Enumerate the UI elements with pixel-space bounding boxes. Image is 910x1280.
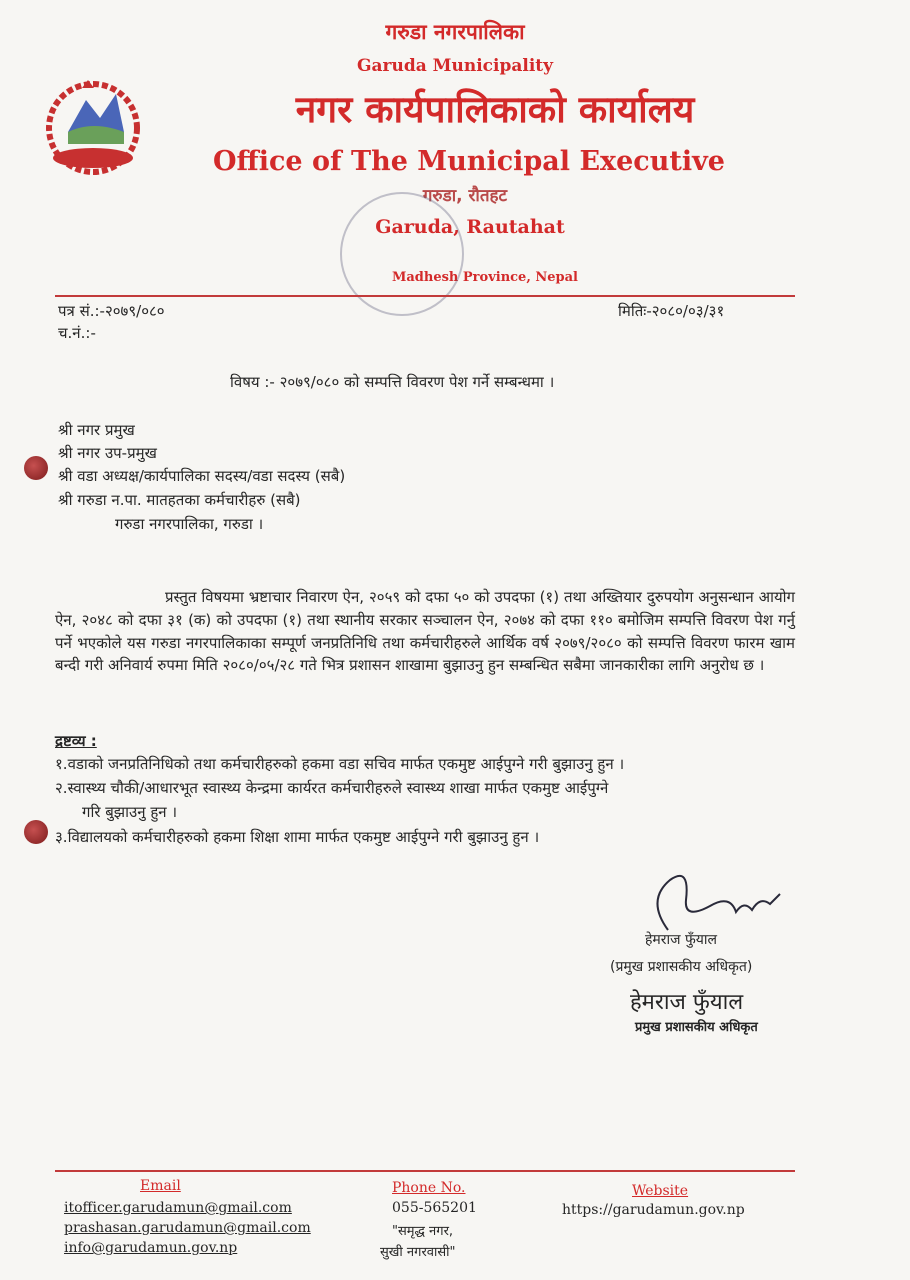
email-link[interactable]: prashasan.garudamun@gmail.com [64,1220,311,1236]
note-item: १.वडाको जनप्रतिनिधिको तथा कर्मचारीहरुको हकमा वडा सचिव मार्फत एकमुष्ट आईपुग्ने गरी बुझाउनु हुन । [55,755,625,773]
signatory-title: (प्रमुख प्रशासकीय अधिकृत) [610,959,753,975]
office-title-en: Office of The Municipal Executive [213,146,725,177]
recipient-item: श्री नगर प्रमुख [58,421,135,439]
letter-date: मितिः-२०८०/०३/३१ [618,302,725,320]
recipient-address: गरुडा नगरपालिका, गरुडा । [115,515,264,533]
province-line: Madhesh Province, Nepal [391,270,578,285]
recipient-item: श्री वडा अध्यक्ष/कार्यपालिका सदस्य/वडा सदस्य (सबै) [58,467,346,485]
header-divider [55,295,795,297]
slogan-line: "समृद्ध नगर, [392,1224,454,1239]
footer-divider [55,1170,795,1172]
punch-hole-mark [24,456,48,480]
notes-heading: द्रष्टव्य : [55,732,97,750]
municipality-name-np: गरुडा नगरपालिका [385,20,525,44]
recipient-item: श्री गरुडा न.पा. मातहतका कर्मचारीहरु (सबै) [58,491,301,509]
municipality-name-en: Garuda Municipality [356,56,554,76]
email-link[interactable]: info@garudamun.gov.np [64,1240,238,1256]
letter-body [55,586,795,677]
note-item: ३.विद्यालयको कर्मचारीहरुको हकमा शिक्षा शामा मार्फत एकमुष्ट आईपुग्ने गरी बुझाउनु हुन । [55,828,540,846]
name-stamp: हेमराज फुँयाल [630,990,744,1015]
website-label: Website [632,1183,689,1199]
website-link[interactable]: https://garudamun.gov.np [562,1202,745,1218]
phone-label: Phone No. [392,1180,466,1196]
punch-hole-mark [24,820,48,844]
email-link[interactable]: itofficer.garudamun@gmail.com [64,1200,292,1216]
subject-line: विषय :- २०७९/०८० को सम्पत्ति विवरण पेश गर्ने सम्बन्धमा । [230,373,555,391]
office-title-np: नगर कार्यपालिकाको कार्यालय [295,88,695,131]
address-en: Garuda, Rautahat [375,216,565,238]
note-item: गरि बुझाउनु हुन । [82,803,178,821]
signatory-name: हेमराज फुँयाल [645,932,718,948]
address-np: गरुडा, रौतहट [422,186,508,206]
title-stamp: प्रमुख प्रशासकीय अधिकृत [635,1020,758,1035]
reference-number: पत्र सं.:-२०७९/०८० [58,302,165,320]
phone-number: 055-565201 [392,1200,477,1216]
handwritten-signature [640,860,790,940]
recipient-item: श्री नगर उप-प्रमुख [58,444,157,462]
official-seal-stamp [340,192,464,316]
email-label: Email [140,1178,181,1194]
slogan-line: सुखी नगरवासी" [380,1245,456,1260]
dispatch-number: च.नं.:- [58,324,96,342]
letter-body-text: प्रस्तुत विषयमा भ्रष्टाचार निवारण ऐन, २०५९ को दफा ५० को उपदफा (१) तथा अख्तियार दुरुपयोग अनुसन्धान आयोग ऐन, २०४८ को दफा ३१ (क) को उपदफा (१) तथा स्थानीय सरकार सञ्चालन ऐन, २०७४ को दफा ११० बमोजिम सम्पत्ति विवरण पेश गर्नु पर्ने भएकोले यस गरुडा नगरपालिकाका सम्पूर्ण जनप्रतिनिधि तथा कर्मचारीहरुले आर्थिक वर्ष २०७९/२०८० को सम्पत्ति विवरण फारम खाम बन्दी गरी अनिवार्य रुपमा मिति २०८०/०५/२८ गते भित्र प्रशासन शाखामा बुझाउनु हुन सम्बन्धित सबैमा जानकारीका लागि अनुरोध छ । [55,588,795,675]
note-item: २.स्वास्थ्य चौकी/आधारभूत स्वास्थ्य केन्द्रमा कार्यरत कर्मचारीहरुले स्वास्थ्य शाखा मार्फत एकमुष्ट आईपुग्ने [55,779,609,797]
